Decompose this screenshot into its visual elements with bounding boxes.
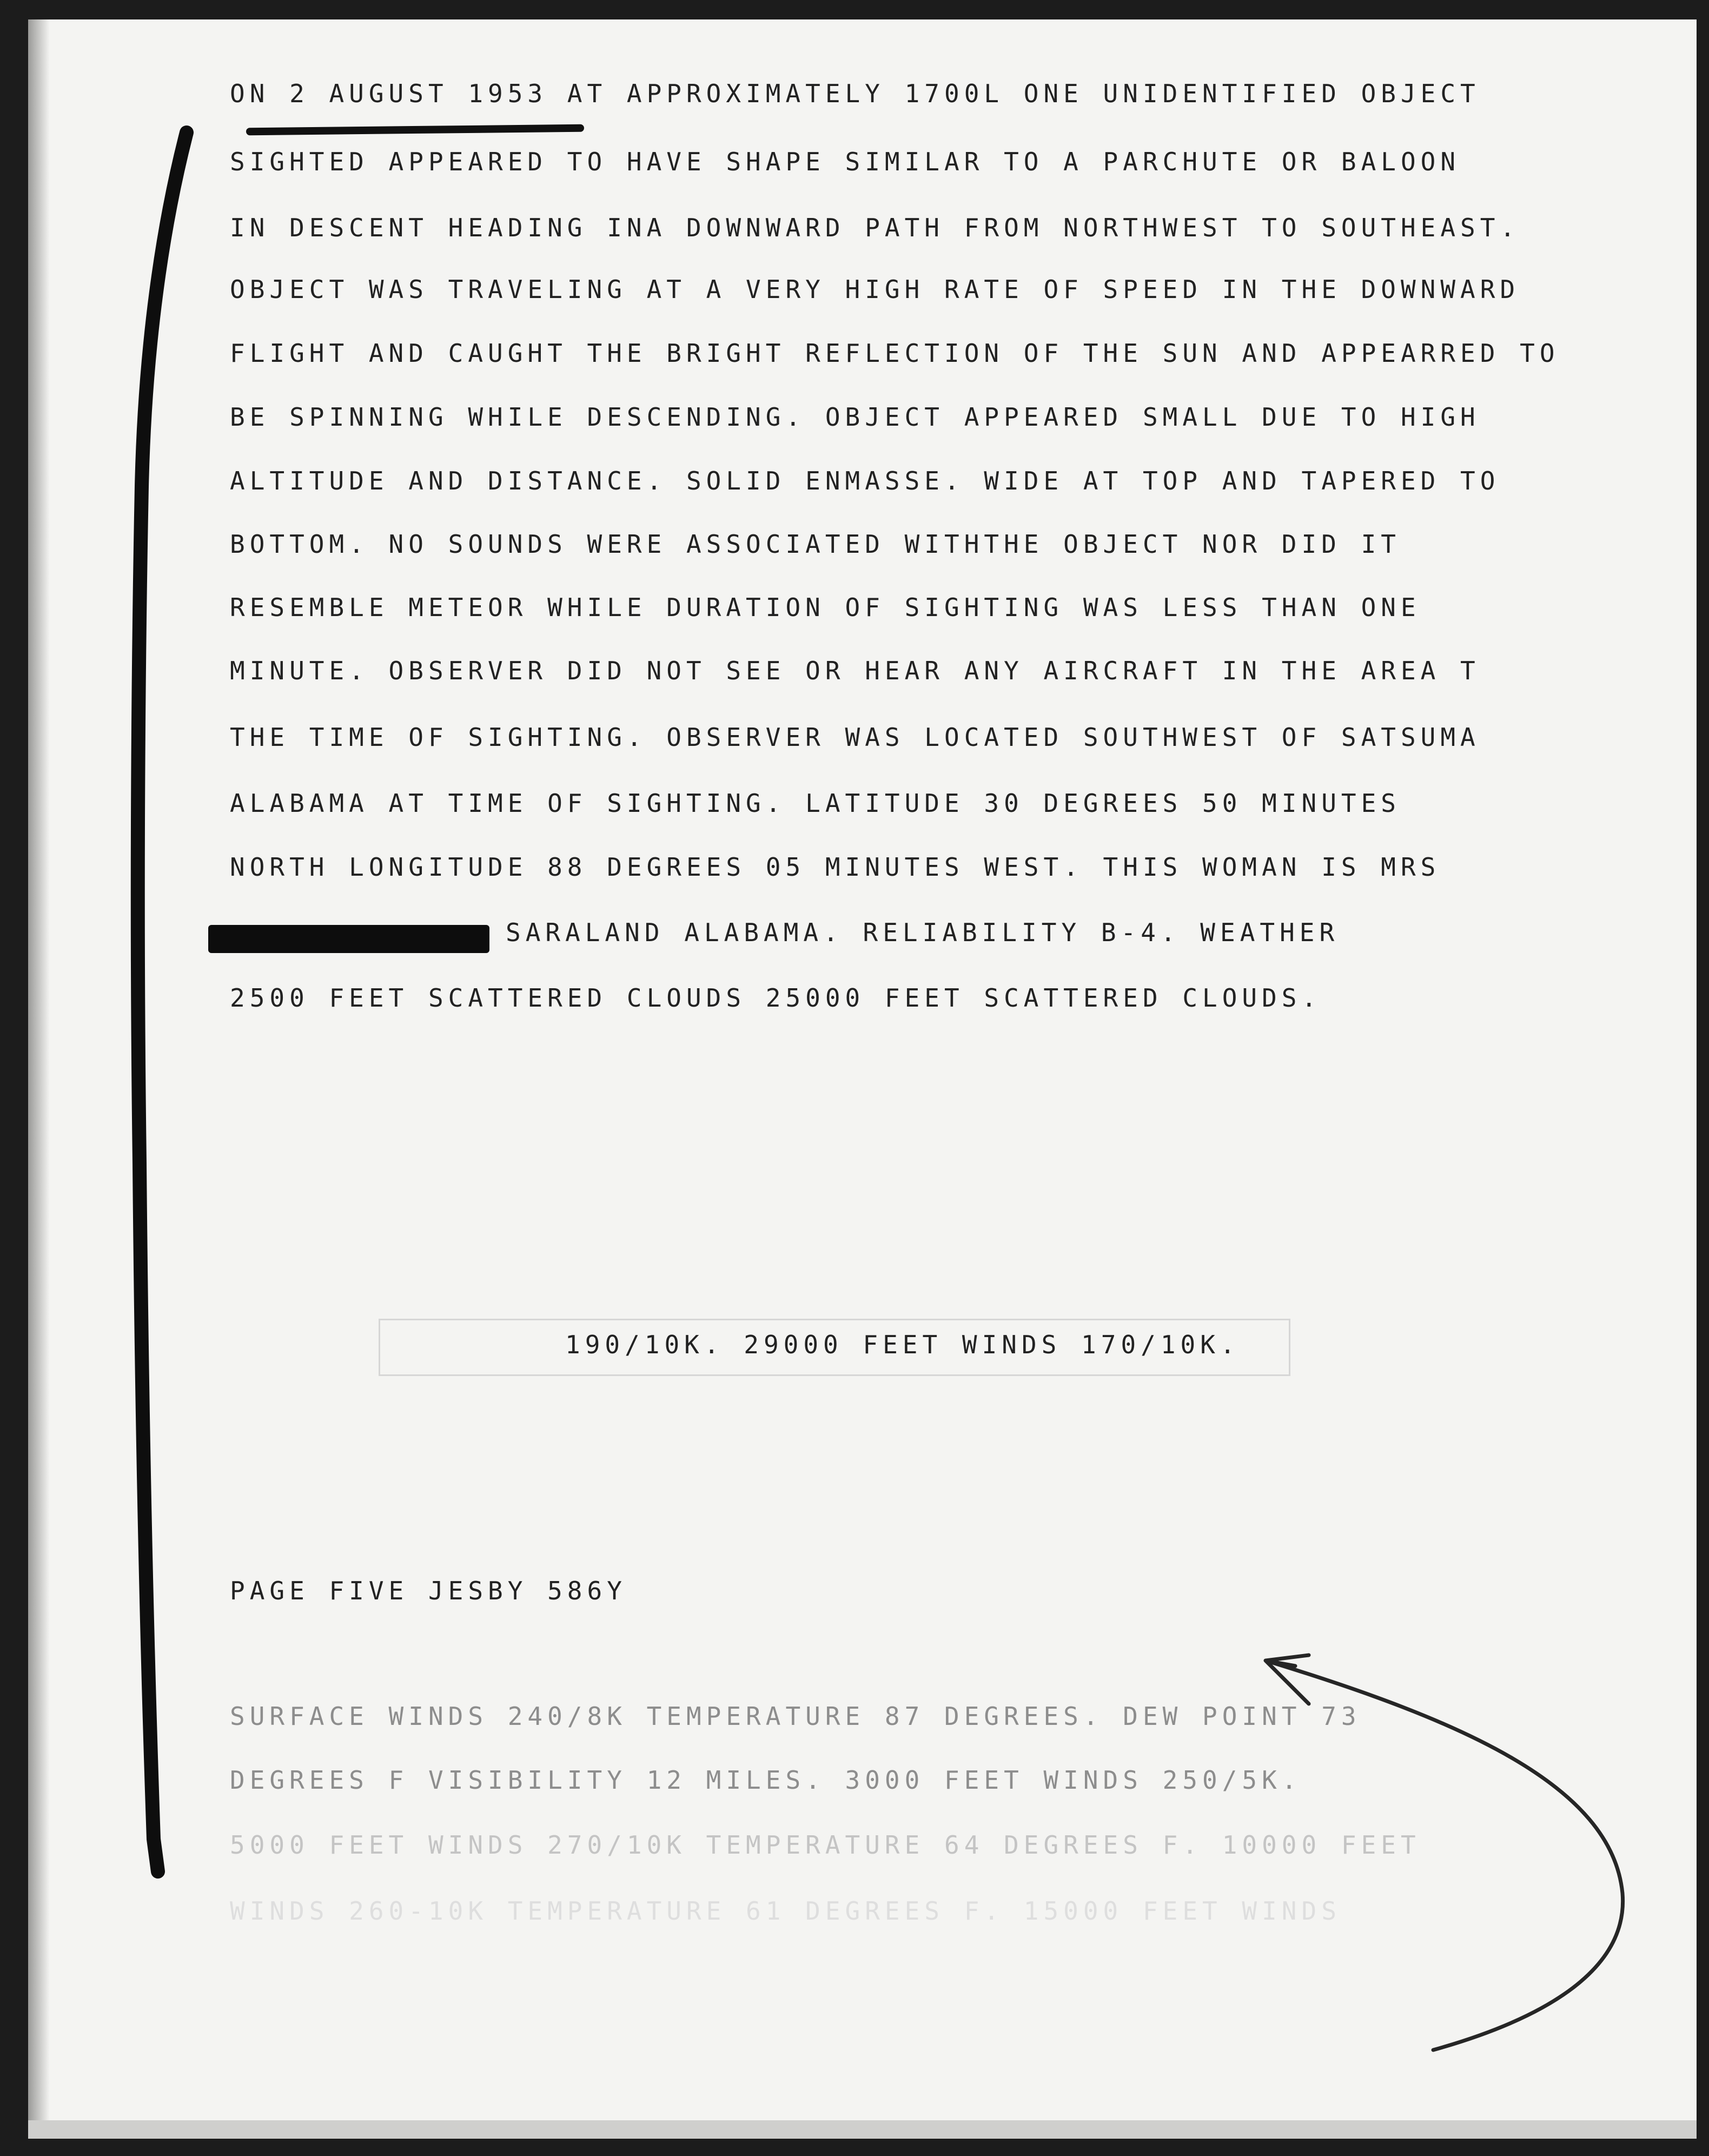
body-line: ON 2 AUGUST 1953 AT APPROXIMATELY 1700L ONE UNIDENTIFIED OBJECT	[230, 79, 1480, 108]
body-line: SIGHTED APPEARED TO HAVE SHAPE SIMILAR TO A PARCHUTE OR BALOON	[230, 147, 1461, 176]
body-line: BE SPINNING WHILE DESCENDING. OBJECT APPEARED SMALL DUE TO HIGH	[230, 402, 1480, 432]
body-line: SURFACE WINDS 240/8K TEMPERATURE 87 DEGREES. DEW POINT 73	[230, 1702, 1361, 1731]
body-line: OBJECT WAS TRAVELING AT A VERY HIGH RATE OF SPEED IN THE DOWNWARD	[230, 275, 1520, 304]
body-line: MINUTE. OBSERVER DID NOT SEE OR HEAR ANY AIRCRAFT IN THE AREA T	[230, 656, 1480, 685]
body-line: FLIGHT AND CAUGHT THE BRIGHT REFLECTION OF THE SUN AND APPEARRED TO	[230, 339, 1560, 368]
body-line: ALABAMA AT TIME OF SIGHTING. LATITUDE 30 DEGREES 50 MINUTES	[230, 789, 1401, 818]
page-header: PAGE FIVE JESBY 586Y	[230, 1576, 627, 1605]
redaction-block	[208, 925, 489, 953]
body-line: DEGREES F VISIBILITY 12 MILES. 3000 FEET WINDS 250/5K.	[230, 1765, 1302, 1795]
body-line: 2500 FEET SCATTERED CLOUDS 25000 FEET SCATTERED CLOUDS.	[230, 983, 1322, 1013]
body-line: 5000 FEET WINDS 270/10K TEMPERATURE 64 DEGREES F. 10000 FEET	[230, 1830, 1421, 1860]
stamp-line: 190/10K. 29000 FEET WINDS 170/10K.	[565, 1330, 1240, 1359]
body-line: THE TIME OF SIGHTING. OBSERVER WAS LOCATED SOUTHWEST OF SATSUMA	[230, 723, 1480, 752]
body-line: SARALAND ALABAMA. RELIABILITY B-4. WEATHER	[506, 918, 1340, 947]
body-line: WINDS 260-10K TEMPERATURE 61 DEGREES F. 15000 FEET WINDS	[230, 1896, 1341, 1926]
body-line: ALTITUDE AND DISTANCE. SOLID ENMASSE. WIDE AT TOP AND TAPERED TO	[230, 466, 1500, 495]
body-line: NORTH LONGITUDE 88 DEGREES 05 MINUTES WEST. THIS WOMAN IS MRS	[230, 852, 1441, 882]
body-line: BOTTOM. NO SOUNDS WERE ASSOCIATED WITHTHE OBJECT NOR DID IT	[230, 530, 1401, 559]
margin-bracket-line	[138, 133, 187, 1871]
body-line: IN DESCENT HEADING INA DOWNWARD PATH FROM NORTHWEST TO SOUTHEAST.	[230, 213, 1520, 242]
body-line: RESEMBLE METEOR WHILE DURATION OF SIGHTING WAS LESS THAN ONE	[230, 593, 1421, 622]
